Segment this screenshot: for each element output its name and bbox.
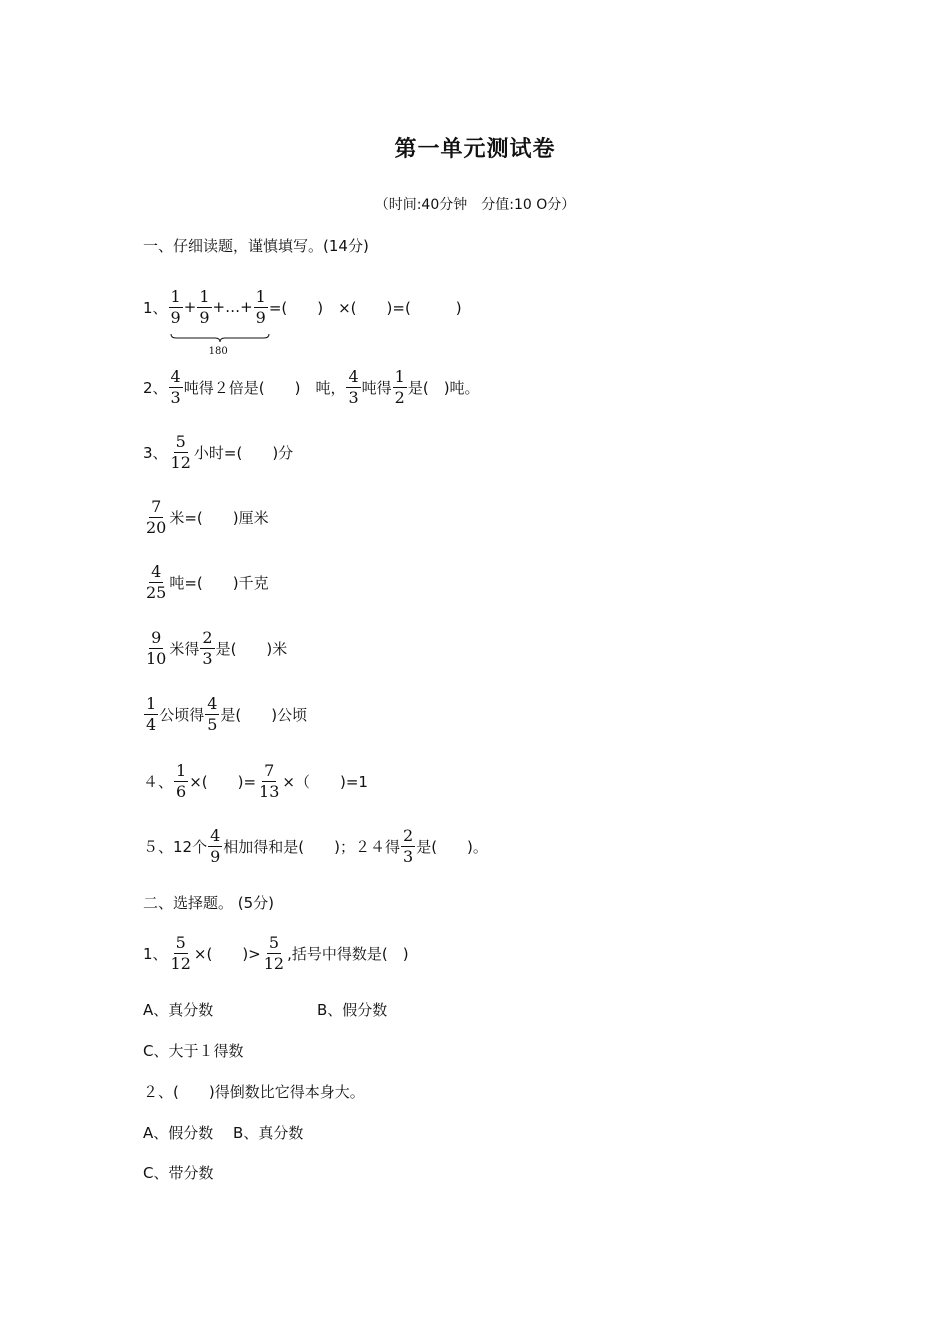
question-2-2: ２、( )得倒数比它得本身大。: [143, 1082, 365, 1101]
question-text: 公顷得: [159, 705, 205, 724]
plus-sign: +: [183, 298, 197, 316]
question-1-2: [143, 366, 480, 408]
question-text: 是( )。: [416, 837, 488, 856]
question-text: 相加得和是( )；２４得: [223, 837, 400, 856]
question-text: 吨=( )千克: [169, 573, 269, 592]
fraction: $\frac{5}{12}$: [263, 932, 285, 973]
section-one-heading: 一、仔细读题，谨慎填写。(14分): [143, 236, 369, 255]
answer-blanks: =( ) ×( )=( ): [268, 298, 462, 317]
question-2-1: [143, 932, 409, 974]
underbrace-label: 180: [208, 345, 228, 357]
question-number: 1、: [143, 298, 168, 317]
option-c: C、大于１得数: [143, 1041, 244, 1060]
fraction: $\frac{1}{9}$: [199, 286, 210, 327]
question-1-3-b: [143, 496, 269, 538]
question-number: 2、: [143, 378, 168, 397]
question-text: 吨得: [361, 378, 392, 397]
ellipsis-sum: +…+: [212, 298, 253, 316]
question-text: 米得: [169, 639, 200, 658]
fraction: $\frac{5}{12}$: [170, 932, 191, 973]
question-1-1: [143, 286, 462, 357]
question-1-5: [143, 825, 488, 867]
question-1-3: [143, 431, 293, 473]
question-1-3-d: [143, 627, 287, 669]
question-number: 3、: [143, 443, 168, 462]
fraction: $\frac{5}{12}$: [170, 431, 191, 472]
question-text: 是( )吨。: [407, 378, 480, 397]
fraction: $\frac{2}{3}$: [403, 825, 414, 866]
fraction: $\frac{4}{25}$: [146, 561, 167, 602]
fraction: $\frac{4}{3}$: [348, 366, 359, 407]
fraction: $\frac{1}{6}$: [176, 760, 187, 801]
fraction: $\frac{4}{3}$: [170, 366, 181, 407]
section-two-heading: 二、选择题。 (5分): [143, 893, 275, 912]
question-2-2-options: A、假分数 B、真分数: [143, 1123, 304, 1142]
fraction: $\frac{4}{9}$: [210, 825, 221, 866]
underbrace-icon: [170, 334, 270, 342]
question-text: 小时=( )分: [193, 443, 294, 462]
option-b: B、假分数: [317, 1000, 388, 1019]
question-1-3-e: [143, 693, 307, 735]
question-2-1-options: [143, 998, 388, 1020]
question-text: 是( )公顷: [220, 705, 308, 724]
fraction: $\frac{7}{20}$: [146, 496, 167, 537]
fraction: $\frac{1}{9}$: [255, 286, 266, 327]
question-text: ,括号中得数是( ): [287, 944, 409, 963]
fraction: $\frac{7}{13}$: [259, 760, 280, 801]
question-number: ５、12个: [143, 837, 208, 856]
question-number: ４、: [143, 772, 174, 791]
option-a: A、真分数: [143, 1000, 214, 1019]
fraction: $\frac{4}{5}$: [207, 693, 218, 734]
question-text: 米=( )厘米: [169, 508, 269, 527]
question-number: 1、: [143, 944, 168, 963]
fraction: $\frac{9}{10}$: [146, 627, 167, 668]
question-1-4: [143, 760, 368, 802]
question-text: ×( )>: [193, 944, 261, 963]
fraction: $\frac{1}{2}$: [394, 366, 405, 407]
page-title: 第一单元测试卷: [394, 137, 556, 162]
option-c-2: C、带分数: [143, 1163, 214, 1182]
repeated-sum: [168, 286, 269, 357]
fraction: $\frac{2}{3}$: [202, 627, 213, 668]
page-subtitle: （时间:40分钟 分值:10 O分）: [374, 197, 576, 213]
question-text: 吨得２倍是( ) 吨，: [183, 378, 346, 397]
question-text: ×（ )=1: [282, 772, 368, 791]
question-1-3-c: [143, 561, 269, 603]
fraction: $\frac{1}{9}$: [170, 286, 181, 327]
question-text: ×( )=: [189, 772, 257, 791]
fraction: $\frac{1}{4}$: [146, 693, 157, 734]
question-text: 是( )米: [215, 639, 288, 658]
